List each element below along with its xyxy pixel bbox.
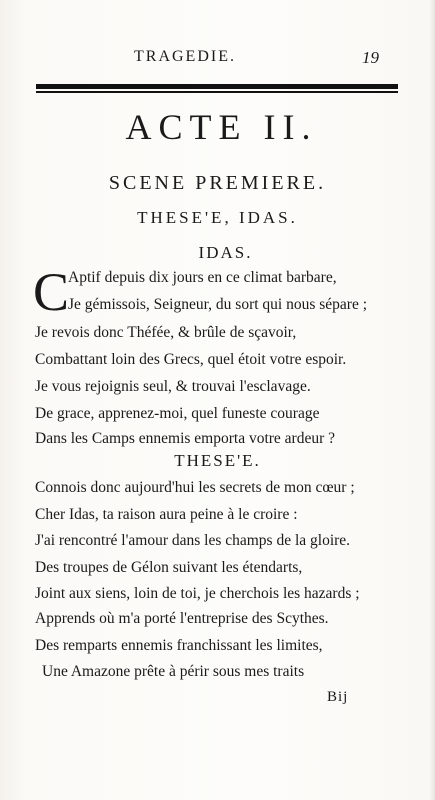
thick-rule (36, 84, 398, 89)
verse-line: Dans les Camps ennemis emporta votre ardeur ? (35, 430, 336, 447)
act-title: ACTE II. (125, 107, 318, 147)
verse-line: Connois donc aujourd'hui les secrets de mon cœur ; (35, 479, 355, 496)
verse-line: Une Amazone prête à périr sous mes traits (42, 663, 305, 680)
running-title: TRAGEDIE. (134, 48, 236, 65)
signature-mark: Bij (327, 689, 349, 705)
verse-line: Joint aux siens, loin de toi, je cherchois les hazards ; (35, 585, 360, 602)
verse-line: Combattant loin des Grecs, quel étoit votre espoir. (35, 351, 347, 368)
verse-line: Aptif depuis dix jours en ce climat barbare, (68, 269, 337, 286)
verse-line: Je revois donc Théfée, & brûle de sçavoir, (35, 324, 297, 341)
page-number: 19 (362, 48, 379, 67)
double-rule-divider (36, 84, 398, 93)
thin-rule (36, 91, 398, 93)
verse-line: Apprends où m'a porté l'entreprise des Scythes. (35, 610, 329, 627)
running-head (0, 48, 435, 70)
scene-characters: THESE'E, IDAS. (137, 208, 298, 227)
verse-line: Je vous rejoignis seul, & trouvai l'esclavage. (35, 378, 311, 395)
scene-title: SCENE PREMIERE. (108, 172, 327, 194)
verse-line: Des troupes de Gélon suivant les étendarts, (35, 559, 303, 576)
verse-line: De grace, apprenez-moi, quel funeste courage (35, 405, 320, 422)
verse-line: Cher Idas, ta raison aura peine à le croire : (35, 506, 298, 523)
verse-line: Je gémissois, Seigneur, du sort qui nous sépare ; (68, 296, 368, 313)
speaker-name: IDAS. (198, 243, 253, 262)
verse-line: Des remparts ennemis franchissant les limites, (35, 637, 323, 654)
verse-line: J'ai rencontré l'amour dans les champs de la gloire. (35, 532, 351, 549)
speaker-name: THESE'E. (174, 451, 261, 470)
drop-capital: C (33, 262, 70, 322)
